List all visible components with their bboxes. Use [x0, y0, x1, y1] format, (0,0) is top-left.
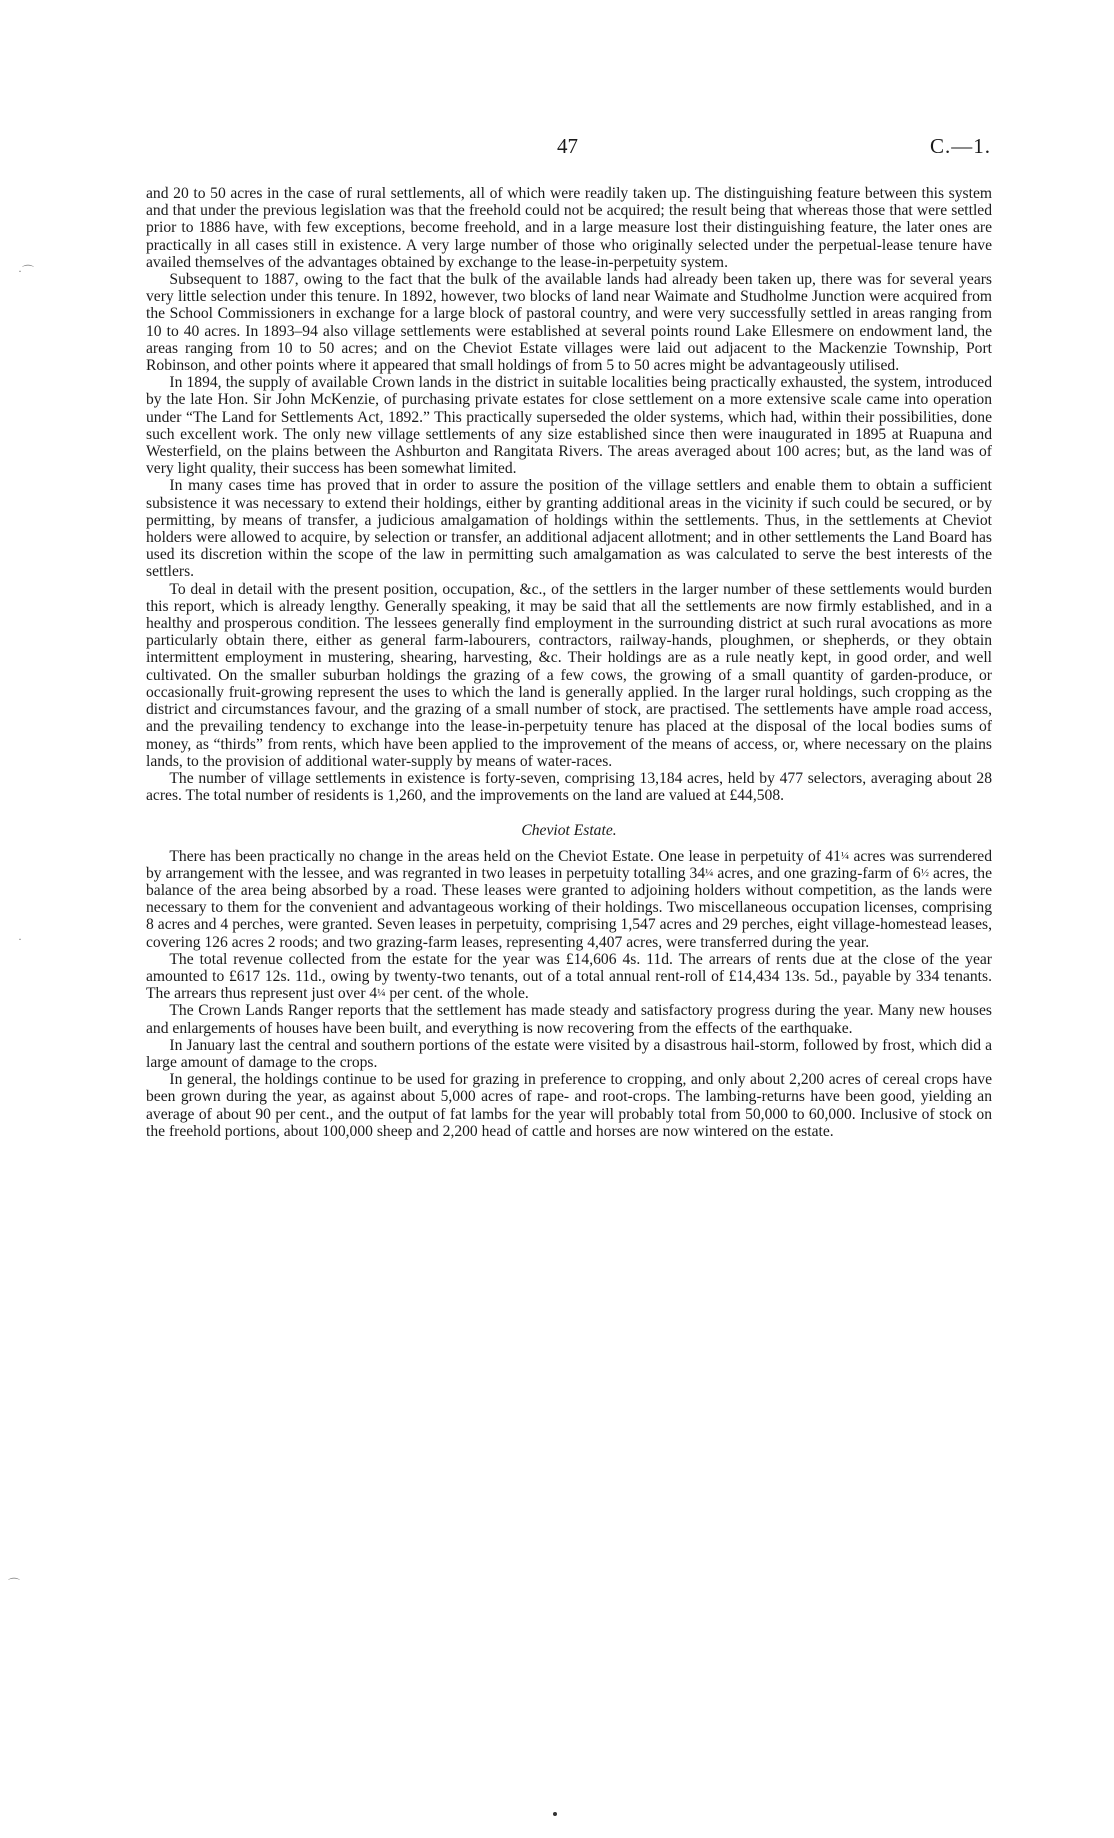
text-segment: acres was surrendered by arrangement with the lessee, and was regranted in two leases in perpetuity totalling 34 — [146, 847, 992, 882]
document-reference: C.—1. — [929, 134, 991, 158]
paragraph-cheviot-3: The Crown Lands Ranger reports that the settlement has made steady and satisfactory progress during the year. Many new houses and enlargements of houses have been built, and everything is now recovering from the effects of the earthquake. — [146, 1002, 992, 1037]
report-body — [146, 185, 992, 1140]
section-heading-cheviot-estate: Cheviot Estate. — [521, 822, 617, 840]
paragraph-intro-3: In 1894, the supply of available Crown lands in the district in suitable localities being practically exhausted, the system, introduced by the late Hon. Sir John McKenzie, of purchasing private estates for close settlement on a more extensive scale came into operation under “The Land for Settlements Act, 1892.” This practically superseded the older systems, which had, within their possibilities, done such excellent work. The only new village settlements of any size established since then were inaugurated in 1895 at Ruapuna and Westerfield, on the plains between the Ashburton and Rangitata Rivers. The areas averaged about 100 acres; but, as the land was of very light quality, their success has been somewhat limited. — [146, 374, 992, 478]
paragraph-intro-5: To deal in detail with the present position, occupation, &c., of the settlers in the larger number of these settlements would burden this report, which is already lengthy. Generally speaking, it may be said that all the settlements are now firmly established, and in a healthy and prosperous condition. The lessees generally find employment in the surrounding district at such rural avocations as more particularly obtain there, either as general farm-labourers, contractors, railway-hands, ploughmen, or shepherds, or they obtain intermittent employment in mustering, shearing, harvesting, &c. Their holdings are as a rule neatly kept, in good order, and well cultivated. On the smaller suburban holdings the grazing of a few cows, the growing of a small quantity of garden-produce, or occasionally fruit-growing represent the uses to which the land is generally applied. In the larger rural holdings, such cropping as the district and circumstances favour, and the grazing of a small number of stock, are practised. The settlements have ample road access, and the prevailing tendency to exchange into the lease-in-perpetuity tenure has placed at the disposal of the local bodies sums of money, as “thirds” from rents, which have been applied to the improvement of the means of access, or, where necessary on the plains lands, to the provision of additional water-supply by means of water-races. — [146, 580, 992, 770]
text-segment: acres, the balance of the area being absorbed by a road. These leases were granted to adjoining holders without competition, as the lands were necessary to them for the convenient and advantageous working of their holdings. Two miscellaneous occupation licenses, comprising 8 acres and 4 perches, were granted. Seven leases in perpetuity, comprising 1,547 acres and 29 perches, eight village-homestead leases, covering 126 acres 2 roods; and two grazing-farm leases, representing 4,407 acres, were transferred during the year. — [146, 864, 992, 951]
paragraph-cheviot-1 — [146, 848, 992, 951]
paragraph-intro-2: Subsequent to 1887, owing to the fact that the bulk of the available lands had already been taken up, there was for several years very little selection under this tenure. In 1892, however, two blocks of land near Waimate and Studholme Junction were acquired from the School Commissioners in exchange for a large block of pastoral country, and were very successfully settled in areas ranging from 10 to 40 acres. In 1893–94 also village settlements were established at several points round Lake Ellesmere on endowment land, the areas ranging from 10 to 50 acres; and on the Cheviot Estate villages were laid out adjacent to the Mackenzie Township, Port Robinson, and other points where it appeared that small holdings of from 5 to 50 acres might be advantageously utilised. — [146, 271, 992, 375]
paragraph-cheviot-2 — [146, 951, 992, 1003]
text-segment: There has been practically no change in the areas held on the Cheviot Estate. One lease in perpetuity of 41 — [169, 847, 841, 865]
text-segment: The total revenue collected from the estate for the year was £14,606 4s. 11d. The arrears of rents due at the close of the year amounted to £617 12s. 11d., owing by twenty-two tenants, out of a total annual rent-roll of £14,434 13s. 5d., payable by 334 tenants. The arrears thus represent just over 4 — [146, 950, 992, 1003]
text-segment: per cent. of the whole. — [385, 985, 529, 1003]
paragraph-intro-1: and 20 to 50 acres in the case of rural settlements, all of which were readily taken up. The distinguishing feature between this system and that under the previous legislation was that the freehold could not be acquired; the result being that whereas those that were settled prior to 1886 have, with few exceptions, become freehold, and in a large measure lost their distinguishing feature, the later ones are practically in all cases still in existence. A very large number of those who originally selected under the perpetual-lease tenure have availed themselves of the advantages obtained by exchange to the lease-in-perpetuity system. — [146, 185, 992, 271]
fraction: ½ — [920, 866, 929, 879]
page-number: 47 — [557, 134, 578, 158]
fraction: ¼ — [705, 866, 714, 879]
text-segment: acres, and one grazing-farm of 6 — [713, 864, 921, 882]
fraction: ¼ — [377, 987, 386, 1000]
page-header — [0, 134, 1114, 164]
paragraph-intro-4: In many cases time has proved that in order to assure the position of the village settlers and enable them to obtain a sufficient subsistence it was necessary to extend their holdings, either by granting additional areas in the vicinity if such could be secured, or by permitting, by means of transfer, a judicious amalgamation of holdings within the settlements. Thus, in the settlements at Cheviot holders were allowed to acquire, by selection or transfer, an additional adjacent allotment; and in other settlements the Land Board has used its discretion within the scope of the law in permitting such amalgamation as was calculated to serve the best interests of the settlers. — [146, 477, 992, 581]
margin-mark: ·⌒ — [18, 264, 34, 278]
paragraph-intro-6: The number of village settlements in existence is forty-seven, comprising 13,184 acres, held by 477 selectors, averaging about 28 acres. The total number of residents is 1,260, and the improvements on the land are valued at £44,508. — [146, 769, 992, 805]
paragraph-cheviot-5: In general, the holdings continue to be used for grazing in preference to cropping, and only about 2,200 acres of cereal crops have been grown during the year, as against about 5,000 acres of rape- and root-crops. The lambing-returns have been good, yielding an average of about 90 per cent., and the output of fat lambs for the year will probably total from 50,000 to 60,000. Inclusive of stock on the freehold portions, about 100,000 sheep and 2,200 head of cattle and horses are now wintered on the estate. — [146, 1071, 992, 1140]
fraction: ¼ — [840, 849, 850, 862]
margin-mark: ⌒ — [8, 1577, 21, 1591]
paragraph-cheviot-4: In January last the central and southern portions of the estate were visited by a disastrous hail-storm, followed by frost, which did a large amount of damage to the crops. — [146, 1036, 992, 1071]
print-speck — [553, 1812, 557, 1816]
margin-mark: · — [18, 932, 22, 946]
